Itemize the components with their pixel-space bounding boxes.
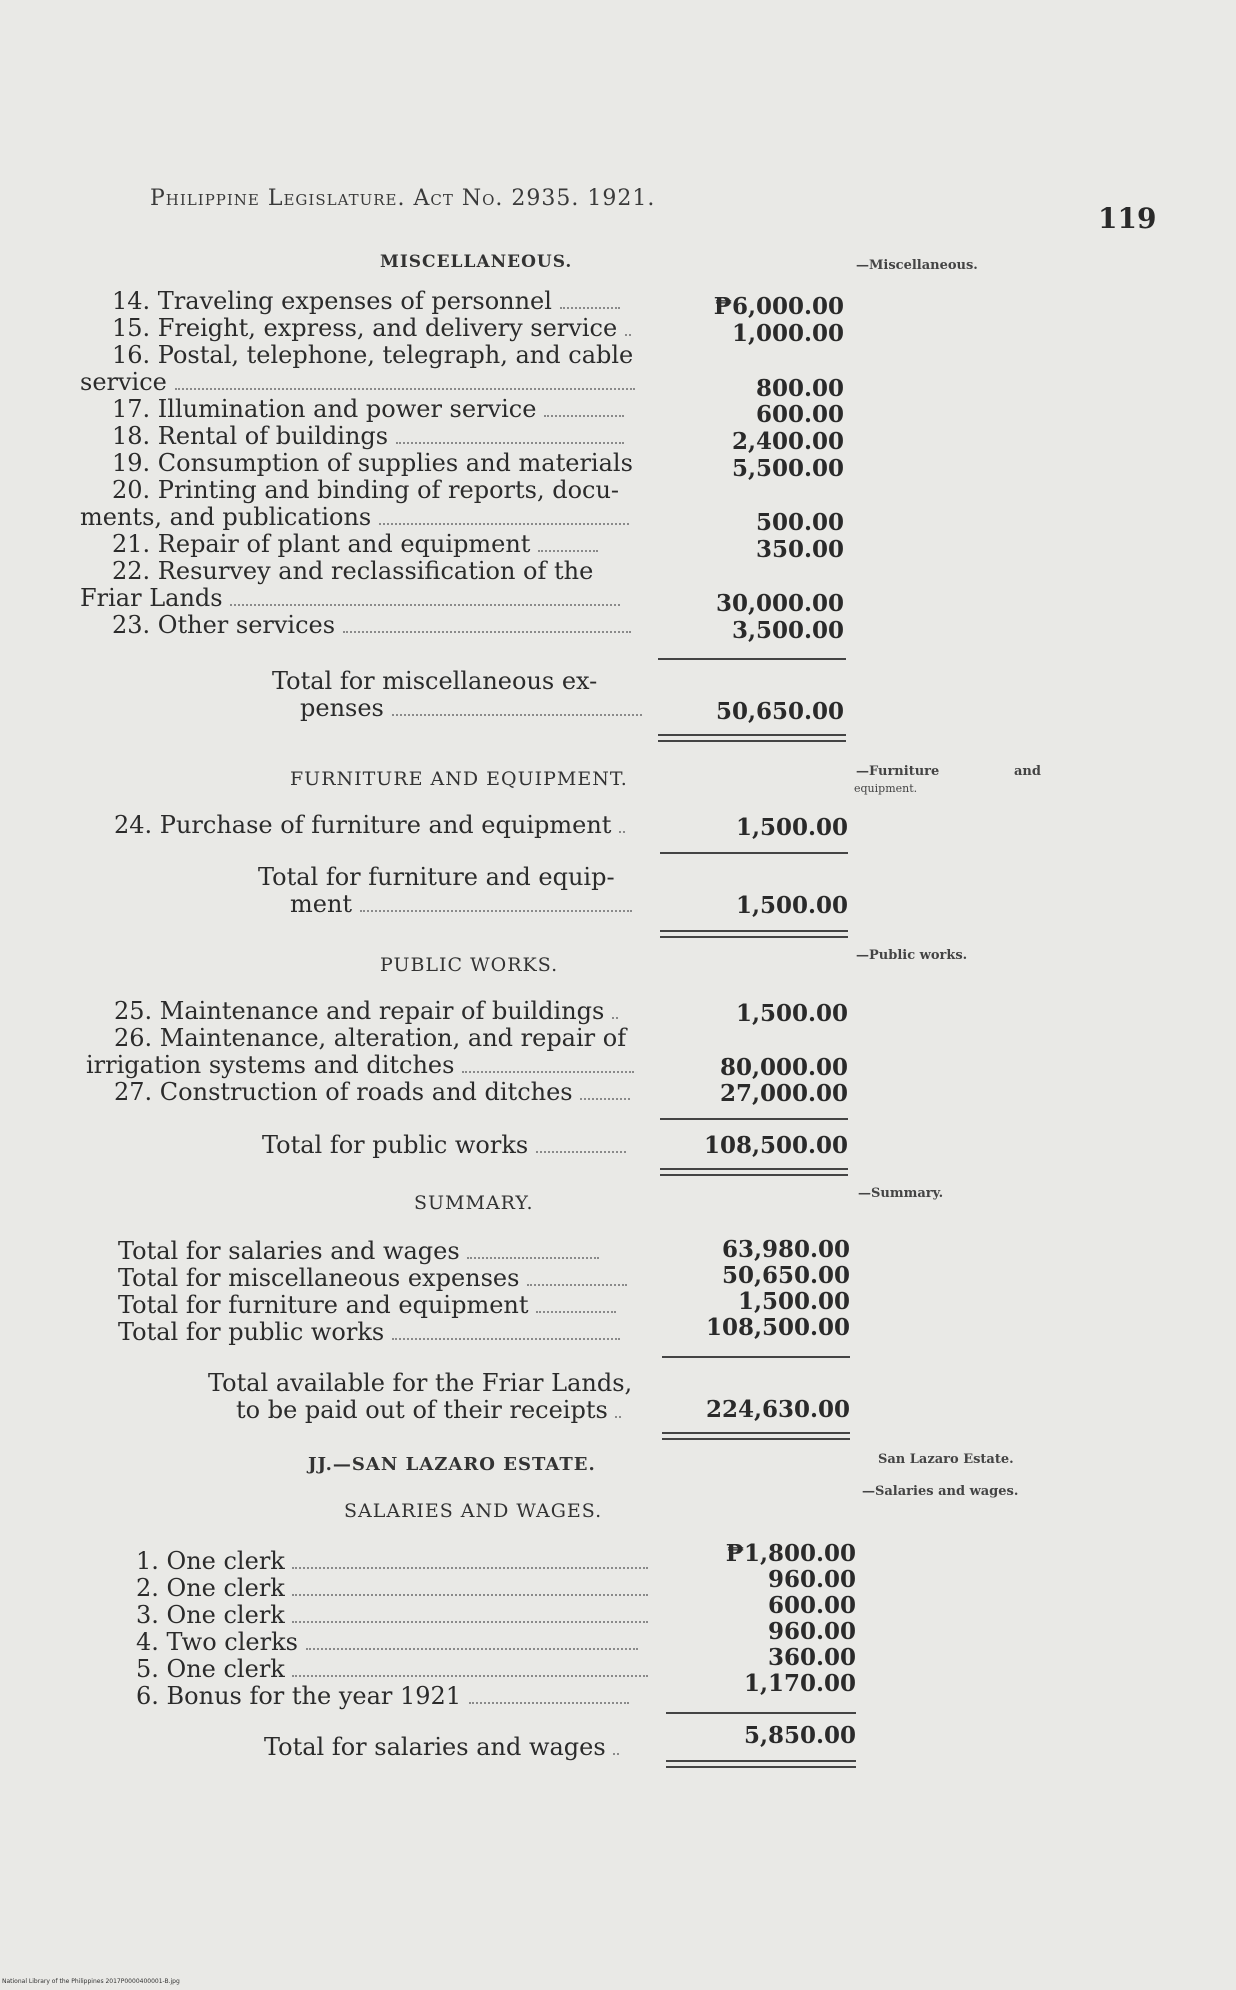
salary-amount-1: ₱1,800.00 [725,1540,856,1567]
summary-amount-furniture: 1,500.00 [737,1288,850,1315]
amount-item-25: 1,500.00 [735,1000,848,1027]
amount-item-16: 800.00 [755,375,844,402]
subtotal-rule [666,1712,856,1714]
salary-line-4: 4. Two clerks [136,1629,638,1656]
amount-total-public-works: 108,500.00 [703,1132,848,1159]
section-heading-salaries: SALARIES AND WAGES. [344,1500,603,1522]
amount-item-15: 1,000.00 [731,320,844,347]
subtotal-rule [658,658,846,660]
line-item-15: 15. Freight, express, and delivery service [112,315,631,342]
summary-line-miscellaneous: Total for miscellaneous expenses [118,1265,627,1292]
amount-item-26: 80,000.00 [719,1054,848,1081]
amount-total-furniture: 1,500.00 [735,892,848,919]
salary-line-5: 5. One clerk [136,1656,648,1683]
running-head: Philippine Legislature. Act No. 2935. 1921. [150,186,656,211]
scan-footer: National Library of the Philippines 2017P0000400001-B.jpg [2,1978,180,1985]
amount-item-21: 350.00 [755,536,844,563]
salary-amount-3: 600.00 [767,1592,856,1619]
line-item-25: 25. Maintenance and repair of buildings [114,998,618,1025]
subtotal-rule [660,852,848,854]
line-item-20-cont: ments, and publications [80,504,629,531]
summary-amount-salaries: 63,980.00 [721,1236,850,1263]
salary-line-2: 2. One clerk [136,1575,648,1602]
line-item-18: 18. Rental of buildings [112,423,624,450]
total-double-rule [666,1760,856,1768]
amount-total-miscellaneous: 50,650.00 [715,698,844,725]
page-number: 119 [1098,202,1157,235]
salary-amount-5: 360.00 [767,1644,856,1671]
amount-item-17: 600.00 [755,401,844,428]
margin-note-summary: —Summary. [858,1186,944,1201]
amount-item-14: ₱6,000.00 [713,293,844,320]
margin-note-public-works: —Public works. [856,948,968,963]
amount-item-24: 1,500.00 [735,814,848,841]
salary-amount-2: 960.00 [767,1566,856,1593]
line-item-26: 26. Maintenance, alteration, and repair of [114,1024,627,1052]
total-double-rule [660,1168,848,1176]
salary-amount-4: 960.00 [767,1618,856,1645]
salary-line-3: 3. One clerk [136,1602,648,1629]
line-item-22: 22. Resurvey and reclassification of the [112,557,594,585]
margin-note-miscellaneous: —Miscellaneous. [856,258,978,273]
summary-amount-public-works: 108,500.00 [705,1314,850,1341]
amount-item-27: 27,000.00 [719,1080,848,1107]
total-double-rule [658,734,846,742]
summary-line-furniture: Total for furniture and equipment [118,1292,616,1319]
subtotal-rule [662,1356,850,1358]
line-item-19: 19. Consumption of supplies and materials [112,449,633,477]
salary-line-1: 1. One clerk [136,1548,648,1575]
subtotal-rule [660,1118,848,1120]
total-label-salaries: Total for salaries and wages [264,1734,619,1761]
line-item-22-cont: Friar Lands [80,585,620,612]
amount-item-22: 30,000.00 [715,590,844,617]
amount-item-20: 500.00 [755,509,844,536]
line-item-21: 21. Repair of plant and equipment [112,531,598,558]
salary-line-6: 6. Bonus for the year 1921 [136,1683,629,1710]
line-item-14: 14. Traveling expenses of personnel [112,288,620,315]
line-item-17: 17. Illumination and power service [112,396,624,423]
total-label-available: Total available for the Friar Lands, [208,1369,633,1397]
amount-item-23: 3,500.00 [731,617,844,644]
total-double-rule [660,930,848,938]
line-item-27: 27. Construction of roads and ditches [114,1079,630,1106]
total-label-available-cont: to be paid out of their receipts [236,1397,621,1424]
line-item-24: 24. Purchase of furniture and equipment [114,812,625,839]
line-item-26-cont: irrigation systems and ditches [86,1052,634,1079]
total-label-furniture: Total for furniture and equip- [258,863,615,891]
salary-amount-6: 1,170.00 [743,1670,856,1697]
summary-line-salaries: Total for salaries and wages [118,1238,599,1265]
amount-item-18: 2,400.00 [731,428,844,455]
margin-note-san-lazaro: San Lazaro Estate. [878,1452,1014,1467]
section-heading-furniture: FURNITURE AND EQUIPMENT. [290,768,628,790]
margin-note-furniture-cont: equipment. [854,782,918,795]
line-item-23: 23. Other services [112,612,631,639]
line-item-20: 20. Printing and binding of reports, docu- [112,476,620,504]
margin-note-furniture-and: and [1014,764,1041,779]
summary-amount-miscellaneous: 50,650.00 [721,1262,850,1289]
amount-total-salaries: 5,850.00 [743,1722,856,1749]
section-heading-san-lazaro: JJ.—SAN LAZARO ESTATE. [308,1454,596,1475]
total-label-public-works: Total for public works [262,1132,626,1159]
amount-item-19: 5,500.00 [731,455,844,482]
line-item-16: 16. Postal, telephone, telegraph, and cable [112,341,634,369]
section-heading-public-works: PUBLIC WORKS. [380,954,559,976]
section-heading-summary: SUMMARY. [414,1192,534,1214]
line-item-16-cont: service [80,369,635,396]
amount-total-available: 224,630.00 [705,1396,850,1423]
total-label-furniture-cont: ment [290,891,632,918]
summary-line-public-works: Total for public works [118,1319,620,1346]
total-label-miscellaneous: Total for miscellaneous ex- [272,667,598,695]
total-label-miscellaneous-cont: penses [300,695,642,722]
total-double-rule [662,1432,850,1440]
margin-note-salaries: —Salaries and wages. [862,1484,1019,1499]
margin-note-furniture: —Furniture [856,764,940,779]
section-heading-miscellaneous: MISCELLANEOUS. [380,252,573,272]
